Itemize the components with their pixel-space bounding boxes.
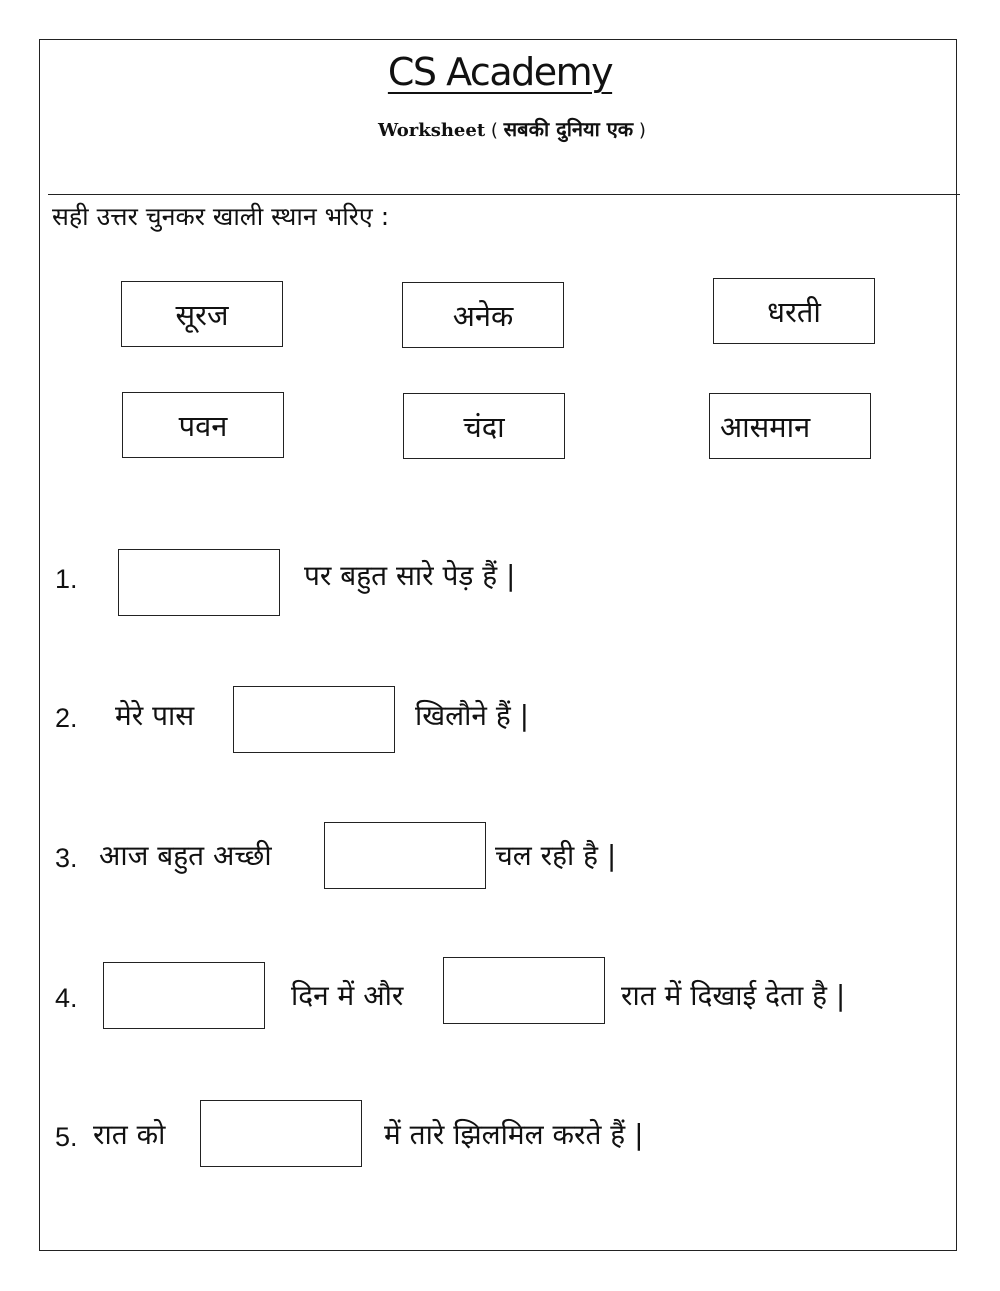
- word-bank-item[interactable]: चंदा: [403, 393, 565, 459]
- question-number: 2.: [55, 703, 78, 733]
- answer-blank[interactable]: [200, 1100, 362, 1167]
- subtitle-worksheet-label: Worksheet: [378, 120, 486, 141]
- question-text: दिन में और: [291, 979, 404, 1012]
- word-bank-item[interactable]: धरती: [713, 278, 875, 344]
- page-title: CS Academy: [387, 50, 613, 94]
- word-bank-item[interactable]: पवन: [122, 392, 284, 458]
- question-text: में तारे झिलमिल करते हैं |: [384, 1118, 644, 1151]
- answer-blank[interactable]: [233, 686, 395, 753]
- question-text: रात को: [93, 1118, 166, 1151]
- question-text: रात में दिखाई देता है |: [621, 979, 846, 1012]
- question-number: 5.: [55, 1122, 78, 1152]
- word-bank-item[interactable]: अनेक: [402, 282, 564, 348]
- subtitle-close-paren: ): [638, 120, 646, 141]
- instruction-text: सही उत्तर चुनकर खाली स्थान भरिए :: [52, 202, 390, 231]
- question-number: 4.: [55, 983, 78, 1013]
- answer-blank[interactable]: [324, 822, 486, 889]
- subtitle-chapter-name: सबकी दुनिया एक: [503, 117, 634, 141]
- answer-blank[interactable]: [443, 957, 605, 1024]
- subtitle-open-paren: (: [490, 120, 498, 141]
- answer-blank[interactable]: [103, 962, 265, 1029]
- question-number: 1.: [55, 564, 78, 594]
- header-divider: [48, 194, 960, 195]
- question-number: 3.: [55, 843, 78, 873]
- answer-blank[interactable]: [118, 549, 280, 616]
- worksheet-subtitle: [378, 115, 646, 142]
- question-text: पर बहुत सारे पेड़ हैं |: [304, 559, 516, 592]
- question-text: खिलौने हैं |: [415, 699, 530, 732]
- question-text: मेरे पास: [115, 699, 195, 732]
- question-text: चल रही है |: [495, 839, 617, 872]
- word-bank-item[interactable]: सूरज: [121, 281, 283, 347]
- question-text: आज बहुत अच्छी: [99, 839, 272, 872]
- word-bank-item[interactable]: आसमान: [709, 393, 871, 459]
